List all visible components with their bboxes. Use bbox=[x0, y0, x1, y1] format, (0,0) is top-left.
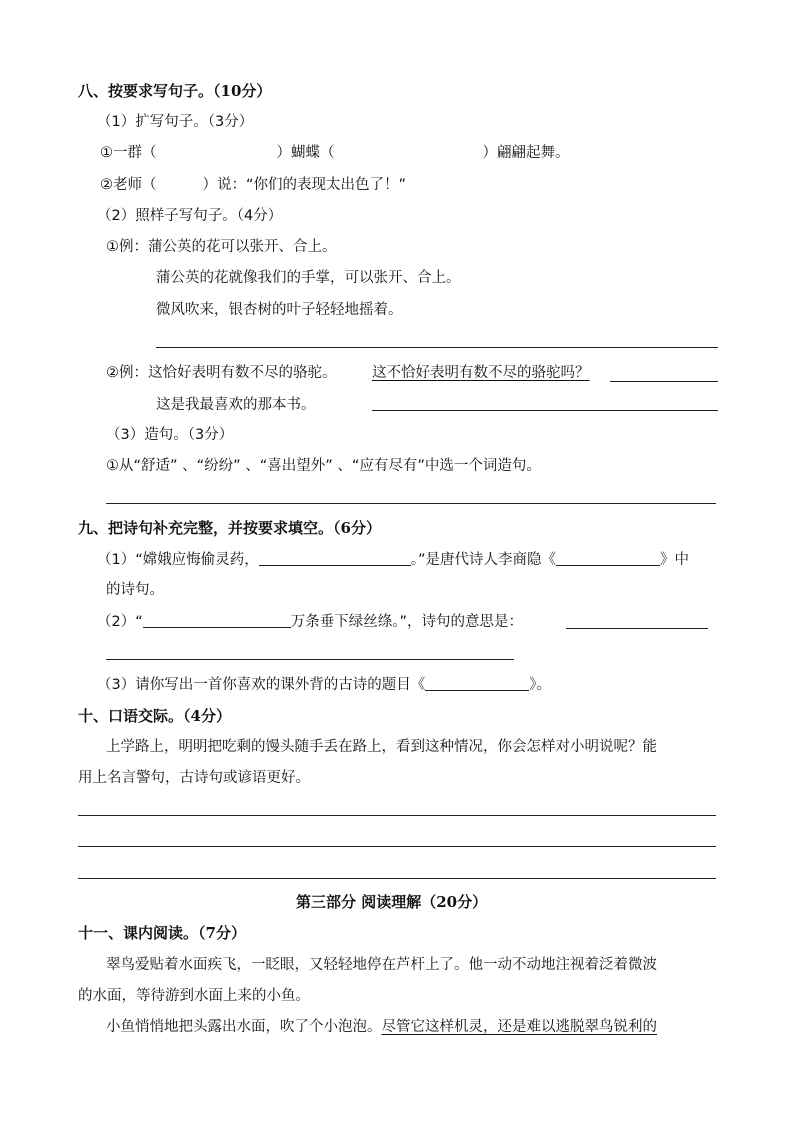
answer-line-ex1[interactable] bbox=[156, 347, 718, 348]
s9-q2-line bbox=[97, 611, 523, 632]
s10-para-1: 上学路上，明明把吃剩的馒头随手丢在路上，看到这种情况，你会怎样对小明说呢？能 bbox=[106, 739, 657, 755]
s11-para-2: 的水面，等待游到水面上来的小鱼。 bbox=[78, 988, 310, 1004]
s11-para-1: 翠鸟爱贴着水面疾飞，一眨眼，又轻轻地停在芦杆上了。他一动不动地注视着泛着微波 bbox=[106, 957, 657, 973]
example2-underline-ext bbox=[610, 381, 718, 382]
s9-q2-a: （2）“ bbox=[97, 614, 143, 630]
s8-q1b-text bbox=[100, 175, 406, 195]
s8-part3-label: （3）造句。（3分） bbox=[106, 427, 234, 443]
s11-para-3 bbox=[106, 1017, 657, 1037]
section-9-title: 九、把诗句补充完整，并按要求填空。（6分） bbox=[78, 519, 381, 537]
answer-line-2[interactable] bbox=[78, 846, 716, 847]
s8-example2: ②例：这恰好表明有数不尽的骆驼。 bbox=[106, 365, 337, 381]
s9-q3-line bbox=[97, 674, 551, 695]
answer-line-sentence[interactable] bbox=[106, 503, 716, 504]
s9-q3-blank[interactable] bbox=[425, 674, 529, 691]
s9-q3-a: （3）请你写出一首你喜欢的课外背的古诗的题目《 bbox=[97, 677, 426, 693]
s11-para-3-a: 小鱼悄悄地把头露出水面，吹了个小泡泡。 bbox=[106, 1019, 382, 1035]
s8-part1-label: （1）扩写句子。（3分） bbox=[97, 114, 254, 130]
q1b-end: ）说：“你们的表现太出色了！” bbox=[202, 177, 407, 193]
s8-example1-question: 微风吹来，银杏树的叶子轻轻地摇着。 bbox=[156, 302, 403, 318]
section-8-title: 八、按要求写句子。（10分） bbox=[78, 82, 272, 100]
q1a-end: ）翩翩起舞。 bbox=[482, 145, 570, 161]
s8-part2-label: （2）照样子写句子。（4分） bbox=[97, 208, 283, 224]
s9-q2-meaning-blank[interactable] bbox=[566, 628, 708, 629]
part-3-title: 第三部分 阅读理解（20分） bbox=[296, 893, 488, 911]
q1a-open: ①一群（ bbox=[100, 145, 157, 161]
s9-q3-b: 》。 bbox=[529, 677, 551, 693]
s9-q1-b: 。”是唐代诗人李商隐《 bbox=[410, 552, 557, 568]
s9-q1-blank[interactable] bbox=[259, 549, 411, 566]
section-10-title: 十、口语交际。（4分） bbox=[78, 707, 231, 725]
s11-underlined-sentence: 尽管它这样机灵，还是难以逃脱翠鸟锐利的 bbox=[381, 1019, 657, 1035]
s8-example1-answer: 蒲公英的花就像我们的手掌，可以张开、合上。 bbox=[156, 270, 461, 286]
s8-example2-answer: 这不恰好表明有数不尽的骆驼吗？ bbox=[372, 365, 590, 381]
s9-q1-c: 》中 bbox=[660, 552, 690, 568]
s8-example2-question: 这是我最喜欢的那本书。 bbox=[156, 397, 316, 413]
answer-line-ex2[interactable] bbox=[372, 410, 718, 411]
s8-example1: ①例：蒲公英的花可以张开、合上。 bbox=[106, 239, 337, 255]
s9-q1-a: （1）“嫦娥应悔偷灵药， bbox=[97, 552, 259, 568]
s9-q2-b: 万条垂下绿丝绦。”，诗句的意思是： bbox=[290, 614, 524, 630]
s9-q1-d: 的诗句。 bbox=[106, 582, 164, 598]
q1b-open: ②老师（ bbox=[100, 177, 157, 193]
s8-part3-question: ①从“舒适” 、“纷纷” 、“喜出望外” 、“应有尽有”中选一个词造句。 bbox=[106, 458, 541, 474]
s9-q2-blank[interactable] bbox=[143, 611, 291, 628]
s9-q1-line bbox=[97, 549, 689, 570]
answer-line-1[interactable] bbox=[78, 815, 716, 816]
s10-para-2: 用上名言警句，古诗句或谚语更好。 bbox=[78, 770, 310, 786]
s9-q2-meaning-line[interactable] bbox=[106, 659, 514, 660]
s9-q1-title-blank[interactable] bbox=[556, 549, 660, 566]
answer-line-3[interactable] bbox=[78, 878, 716, 879]
section-11-title: 十一、课内阅读。（7分） bbox=[78, 924, 246, 942]
q1a-mid: ）蝴蝶（ bbox=[276, 145, 335, 161]
s8-q1a-text bbox=[100, 143, 570, 163]
